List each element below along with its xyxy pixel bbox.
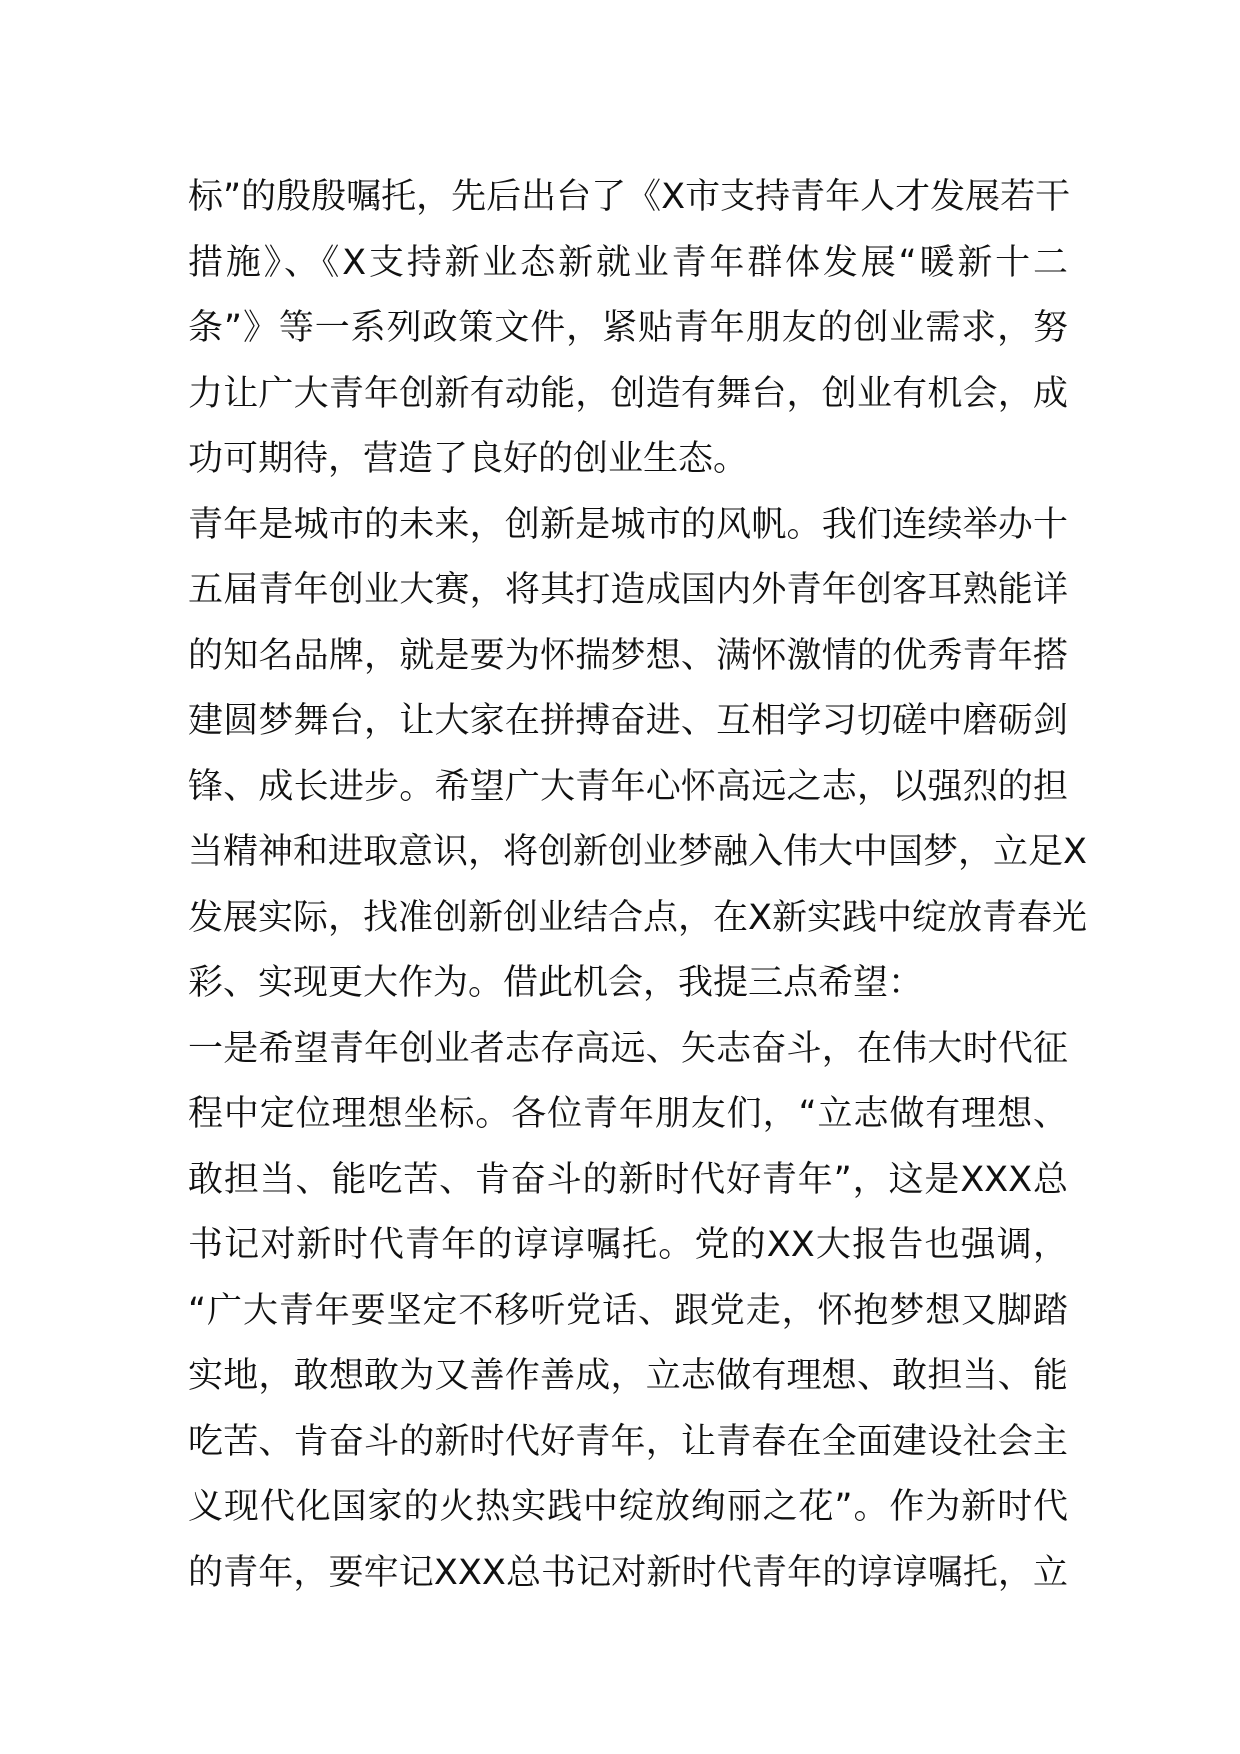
text-line: 措施》、《X支持新业态新就业青年群体发展“暖新十二: [188, 242, 1068, 283]
text-line: 当精神和进取意识，将创新创业梦融入伟大中国梦，立足X: [188, 832, 1087, 872]
paragraph-3: [188, 1017, 1068, 1607]
text-line: 程中定位理想坐标。各位青年朋友们，“立志做有理想、: [188, 1094, 1068, 1134]
paragraph-2: [188, 493, 1087, 1017]
text-line: 的知名品牌，就是要为怀揣梦想、满怀激情的优秀青年搭: [188, 635, 1068, 676]
text-line: 力让广大青年创新有动能，创造有舞台，创业有机会，成: [188, 373, 1068, 414]
text-line: 实地，敢想敢为又善作善成，立志做有理想、敢担当、能: [188, 1356, 1068, 1396]
text-line: 彩、实现更大作为。借此机会，我提三点希望：: [188, 963, 924, 1003]
text-line: 青年是城市的未来，创新是城市的风帆。我们连续举办十: [188, 504, 1068, 545]
text-line: 锋、成长进步。希望广大青年心怀高远之志，以强烈的担: [188, 766, 1068, 807]
paragraph-1: [188, 165, 1071, 493]
text-line: 的青年，要牢记XXX总书记对新时代青年的谆谆嘱托，立: [188, 1552, 1068, 1593]
text-line: 义现代化国家的火热实践中绽放绚丽之花”。作为新时代: [188, 1487, 1068, 1527]
text-line: 一是希望青年创业者志存高远、矢志奋斗，在伟大时代征: [188, 1028, 1068, 1069]
text-line: 吃苦、肯奋斗的新时代好青年，让青春在全面建设社会主: [188, 1421, 1068, 1462]
text-line: 五届青年创业大赛，将其打造成国内外青年创客耳熟能详: [188, 570, 1068, 610]
text-line: “广大青年要坚定不移听党话、跟党走，怀抱梦想又脚踏: [188, 1290, 1068, 1331]
text-line: 功可期待，营造了良好的创业生态。: [188, 439, 749, 479]
text-line: 发展实际，找准创新创业结合点，在X新实践中绽放青春光: [188, 897, 1087, 938]
body-text: [188, 165, 1087, 1606]
text-line: 书记对新时代青年的谆谆嘱托。党的XX大报告也强调，: [188, 1225, 1068, 1265]
text-line: 建圆梦舞台，让大家在拼搏奋进、互相学习切磋中磨砺剑: [188, 701, 1068, 741]
text-line: 标”的殷殷嘱托，先后出台了《X市支持青年人才发展若干: [188, 177, 1071, 217]
text-line: 条”》等一系列政策文件，紧贴青年朋友的创业需求，努: [188, 308, 1068, 348]
text-line: 敢担当、能吃苦、肯奋斗的新时代好青年”，这是XXX总: [188, 1159, 1068, 1200]
